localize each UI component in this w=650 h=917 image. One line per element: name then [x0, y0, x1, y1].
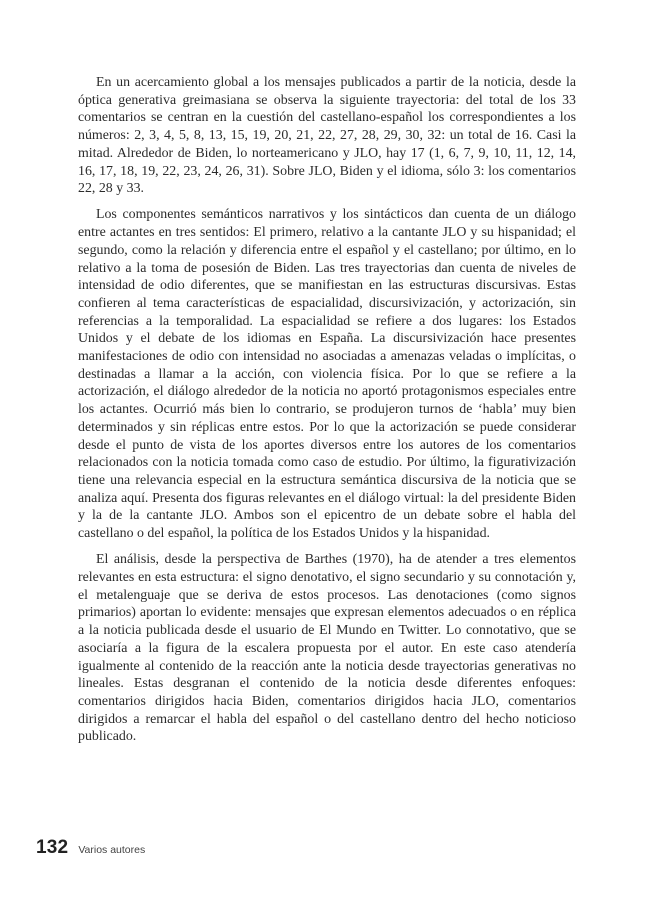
paragraph-2: Los componentes semánticos narrativos y los sintácticos dan cuenta de un diálogo entre actantes en tres sentidos: El primero, relativo a la cantante JLO y su hispanidad; el segundo, como la relación y diferencia entre el español y el castellano; por último, en lo relativo a la toma de posesión de Biden. Las tres trayectorias dan cuenta de niveles de intensidad de odio diferentes, que se manifiestan en las estructuras discursivas. Estas confieren al tema características de espacialidad, discursivización, y actorización, sin referencias a la temporalidad. La espacialidad se refiere a dos lugares: los Estados Unidos y el debate de los idiomas en España. La discursivización hace presentes manifestaciones de odio con intensidad no asociadas a amenazas veladas o implícitas, o destinadas a llamar a la acción, con violencia física. Por lo que se refiere a la actorización, el diálogo alrededor de la noticia no aportó protagonismos especiales entre los actantes. Ocurrió más bien lo contrario, se produjeron turnos de ‘habla’ muy bien determinados y sin réplicas entre estos. Por lo que la actorización se puede considerar desde el punto de vista de los aportes diversos entre los autores de los comentarios relacionados con la noticia tomada como caso de estudio. Por último, la figurativización tiene una relevancia especial en la estructura semántica discursiva de la noticia que se analiza aquí. Presenta dos figuras relevantes en el diálogo virtual: la del presidente Biden y la de la cantante JLO. Ambos son el epicentro de un debate sobre el habla del castellano o del español, la política de los Estados Unidos y la hispanidad. — [78, 207, 576, 542]
body-text — [78, 74, 576, 755]
page-number: 132 — [36, 837, 69, 858]
page-footer — [36, 837, 145, 859]
paragraph-1: En un acercamiento global a los mensajes publicados a partir de la noticia, desde la óptica generativa greimasiana se observa la siguiente trayectoria: del total de los 33 comentarios se centran en la cuestión del castellano-español los correspondientes a los números: 2, 3, 4, 5, 8, 13, 15, 19, 20, 21, 22, 27, 28, 29, 30, 32: un total de 16. Casi la mitad. Alrededor de Biden, lo norteamericano y JLO, hay 17 (1, 6, 7, 9, 10, 11, 12, 14, 16, 17, 18, 19, 22, 23, 24, 26, 31). Sobre JLO, Biden y el idioma, sólo 3: los comentarios 22, 28 y 33. — [78, 75, 576, 197]
running-footer-author: Varios autores — [78, 844, 146, 856]
paragraph-3: El análisis, desde la perspectiva de Barthes (1970), ha de atender a tres elementos relevantes en esta estructura: el signo denotativo, el signo secundario y su connotación y, el metalenguaje que se deriva de estos procesos. Las denotaciones (como signos primarios) aportan lo evidente: mensajes que expresan elementos adecuados o en réplica a la noticia publicada desde el usuario de El Mundo en Twitter. Lo connotativo, que se asociaría a la figura de la escalera propuesta por el autor. En este caso atendería igualmente al contenido de la reacción ante la noticia desde trayectorias generativas no lineales. Estas desgranan el contenido de la noticia desde diferentes enfoques: comentarios dirigidos hacia Biden, comentarios dirigidos hacia JLO, comentarios dirigidos a remarcar el habla del español o del castellano dentro del hecho noticioso publicado. — [78, 552, 576, 745]
